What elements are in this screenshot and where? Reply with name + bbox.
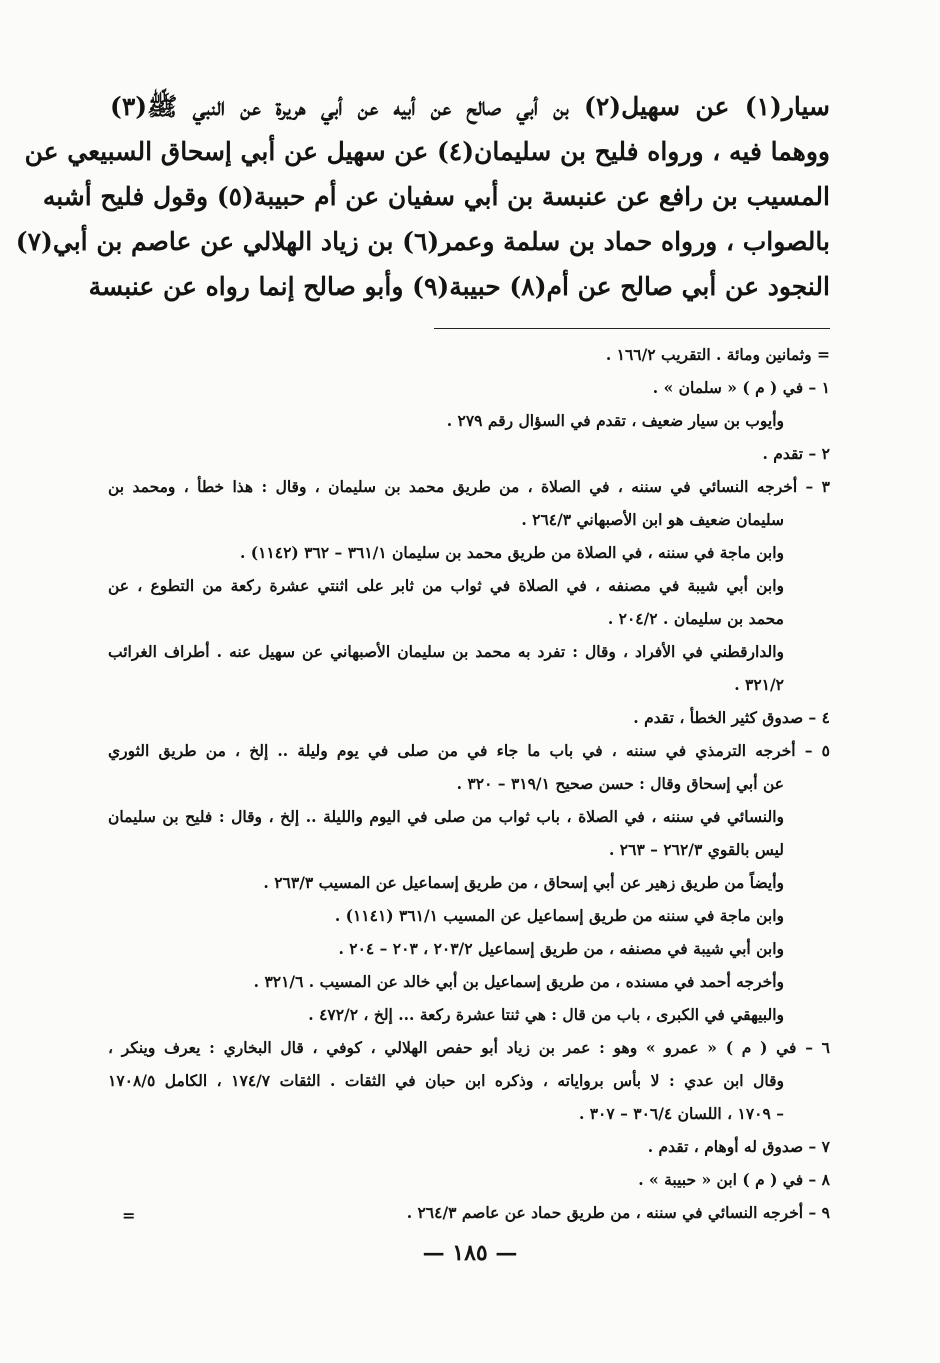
footnote-8: ٨ – في ( م ) ابن « حبيبة » . xyxy=(638,1170,830,1189)
continuation-mark: = xyxy=(122,1206,136,1225)
footnote-2: ٢ – تقدم . xyxy=(762,444,830,463)
footnote-6-line: – ١٧٠٩ ، اللسان ٣٠٦/٤ – ٣٠٧ . xyxy=(578,1104,784,1123)
footnote-7: ٧ – صدوق له أوهام ، تقدم . xyxy=(647,1137,830,1156)
footnote-5-line: والنسائي في سننه ، في الصلاة ، باب ثواب من صلى في اليوم والليلة .. إلخ ، وقال : فليح بن سليمان xyxy=(108,807,784,826)
page-number: — ١٨٥ — xyxy=(422,1240,518,1266)
footnote-5-line: ليس بالقوي ٢٦٢/٣ – ٢٦٣ . xyxy=(609,840,784,859)
main-line: النجود عن أبي صالح عن أم(٨) حبيبة(٩) وأبو صالح إنما رواه عن عنبسة xyxy=(88,272,830,301)
footnote-separator xyxy=(434,328,830,329)
footnote-5-line: وأيضاً من طريق زهير عن أبي إسحاق ، من طريق إسماعيل عن المسيب ٢٦٣/٣ . xyxy=(263,873,784,892)
main-line: سيار(١) عن سهيل(٢) بن أبي صالح عن أبيه عن أبي هريرة عن النبي ﷺ(٣) xyxy=(110,92,830,121)
main-line: ووهما فيه ، ورواه فليح بن سليمان(٤) عن سهيل عن أبي إسحاق السبيعي عن xyxy=(24,137,830,166)
footnote-5: ٥ – أخرجه الترمذي في سننه ، في باب ما جاء في من صلى في يوم وليلة .. إلخ ، من طريق الثوري xyxy=(108,741,830,760)
main-text xyxy=(15,84,830,309)
footnote-3-line: والدارقطني في الأفراد ، وقال : تفرد به محمد بن سليمان الأصبهاني عن سهيل عنه . أطراف الغرائب xyxy=(108,642,784,661)
footnote-5-line: وابن أبي شيبة في مصنفه ، من طريق إسماعيل ٢٠٣/٢ ، ٢٠٣ – ٢٠٤ . xyxy=(338,939,784,958)
footnote-4: ٤ – صدوق كثير الخطأ ، تقدم . xyxy=(633,708,830,727)
footnote-1-line: وأيوب بن سيار ضعيف ، تقدم في السؤال رقم ٢٧٩ . xyxy=(446,411,784,430)
footnote-6-line: وقال ابن عدي : لا بأس برواياته ، وذكره ابن حبان في الثقات . الثقات ١٧٤/٧ ، الكامل ١٧٠٨/٥ xyxy=(108,1071,784,1090)
footnote-3: ٣ – أخرجه النسائي في سننه ، في الصلاة ، من طريق محمد بن سليمان ، وقال : هذا خطأ ، ومحمد بن xyxy=(108,477,830,496)
footnote-5-line: عن أبي إسحاق وقال : حسن صحيح ٣١٩/١ – ٣٢٠ . xyxy=(456,774,784,793)
footnotes xyxy=(108,338,830,1229)
footnote-3-line: سليمان ضعيف هو ابن الأصبهاني ٢٦٤/٣ . xyxy=(521,510,784,529)
footnote-5-line: وابن ماجة في سننه من طريق إسماعيل عن المسيب ٣٦١/١ (١١٤١) . xyxy=(334,906,784,925)
footnote-3-line: وابن ماجة في سننه ، في الصلاة من طريق محمد بن سليمان ٣٦١/١ – ٣٦٢ (١١٤٢) . xyxy=(239,543,784,562)
footnote-3-line: محمد بن سليمان . ٢٠٤/٢ . xyxy=(607,609,784,628)
main-line: المسيب بن رافع عن عنبسة بن أبي سفيان عن أم حبيبة(٥) وقول فليح أشبه xyxy=(42,182,830,211)
footnote-3-line: وابن أبي شيبة في مصنفه ، في الصلاة في ثواب من ثابر على اثنتي عشرة ركعة من التطوع ، عن xyxy=(108,576,784,595)
main-line: بالصواب ، ورواه حماد بن سلمة وعمر(٦) بن زياد الهلالي عن عاصم بن أبي(٧) xyxy=(15,227,830,256)
footnote-5-line: والبيهقي في الكبرى ، باب من قال : هي ثنتا عشرة ركعة ... إلخ ، ٤٧٢/٢ . xyxy=(308,1005,784,1024)
footnote-6: ٦ – في ( م ) « عمرو » وهو : عمر بن زياد أبو حفص الهلالي ، كوفي ، قال البخاري : يعرف وينكر ، xyxy=(108,1038,830,1057)
footnote-1: ١ – في ( م ) « سلمان » . xyxy=(652,378,830,397)
footnote-continuation: = وثمانين ومائة . التقريب ١٦٦/٢ . xyxy=(605,345,830,364)
footnote-3-line: ٣٢١/٢ . xyxy=(734,675,784,694)
footnote-5-line: وأخرجه أحمد في مسنده ، من طريق إسماعيل بن أبي خالد عن المسيب . ٣٢١/٦ . xyxy=(253,972,784,991)
footnote-9: ٩ – أخرجه النسائي في سننه ، من طريق حماد عن عاصم ٢٦٤/٣ . xyxy=(406,1203,830,1222)
